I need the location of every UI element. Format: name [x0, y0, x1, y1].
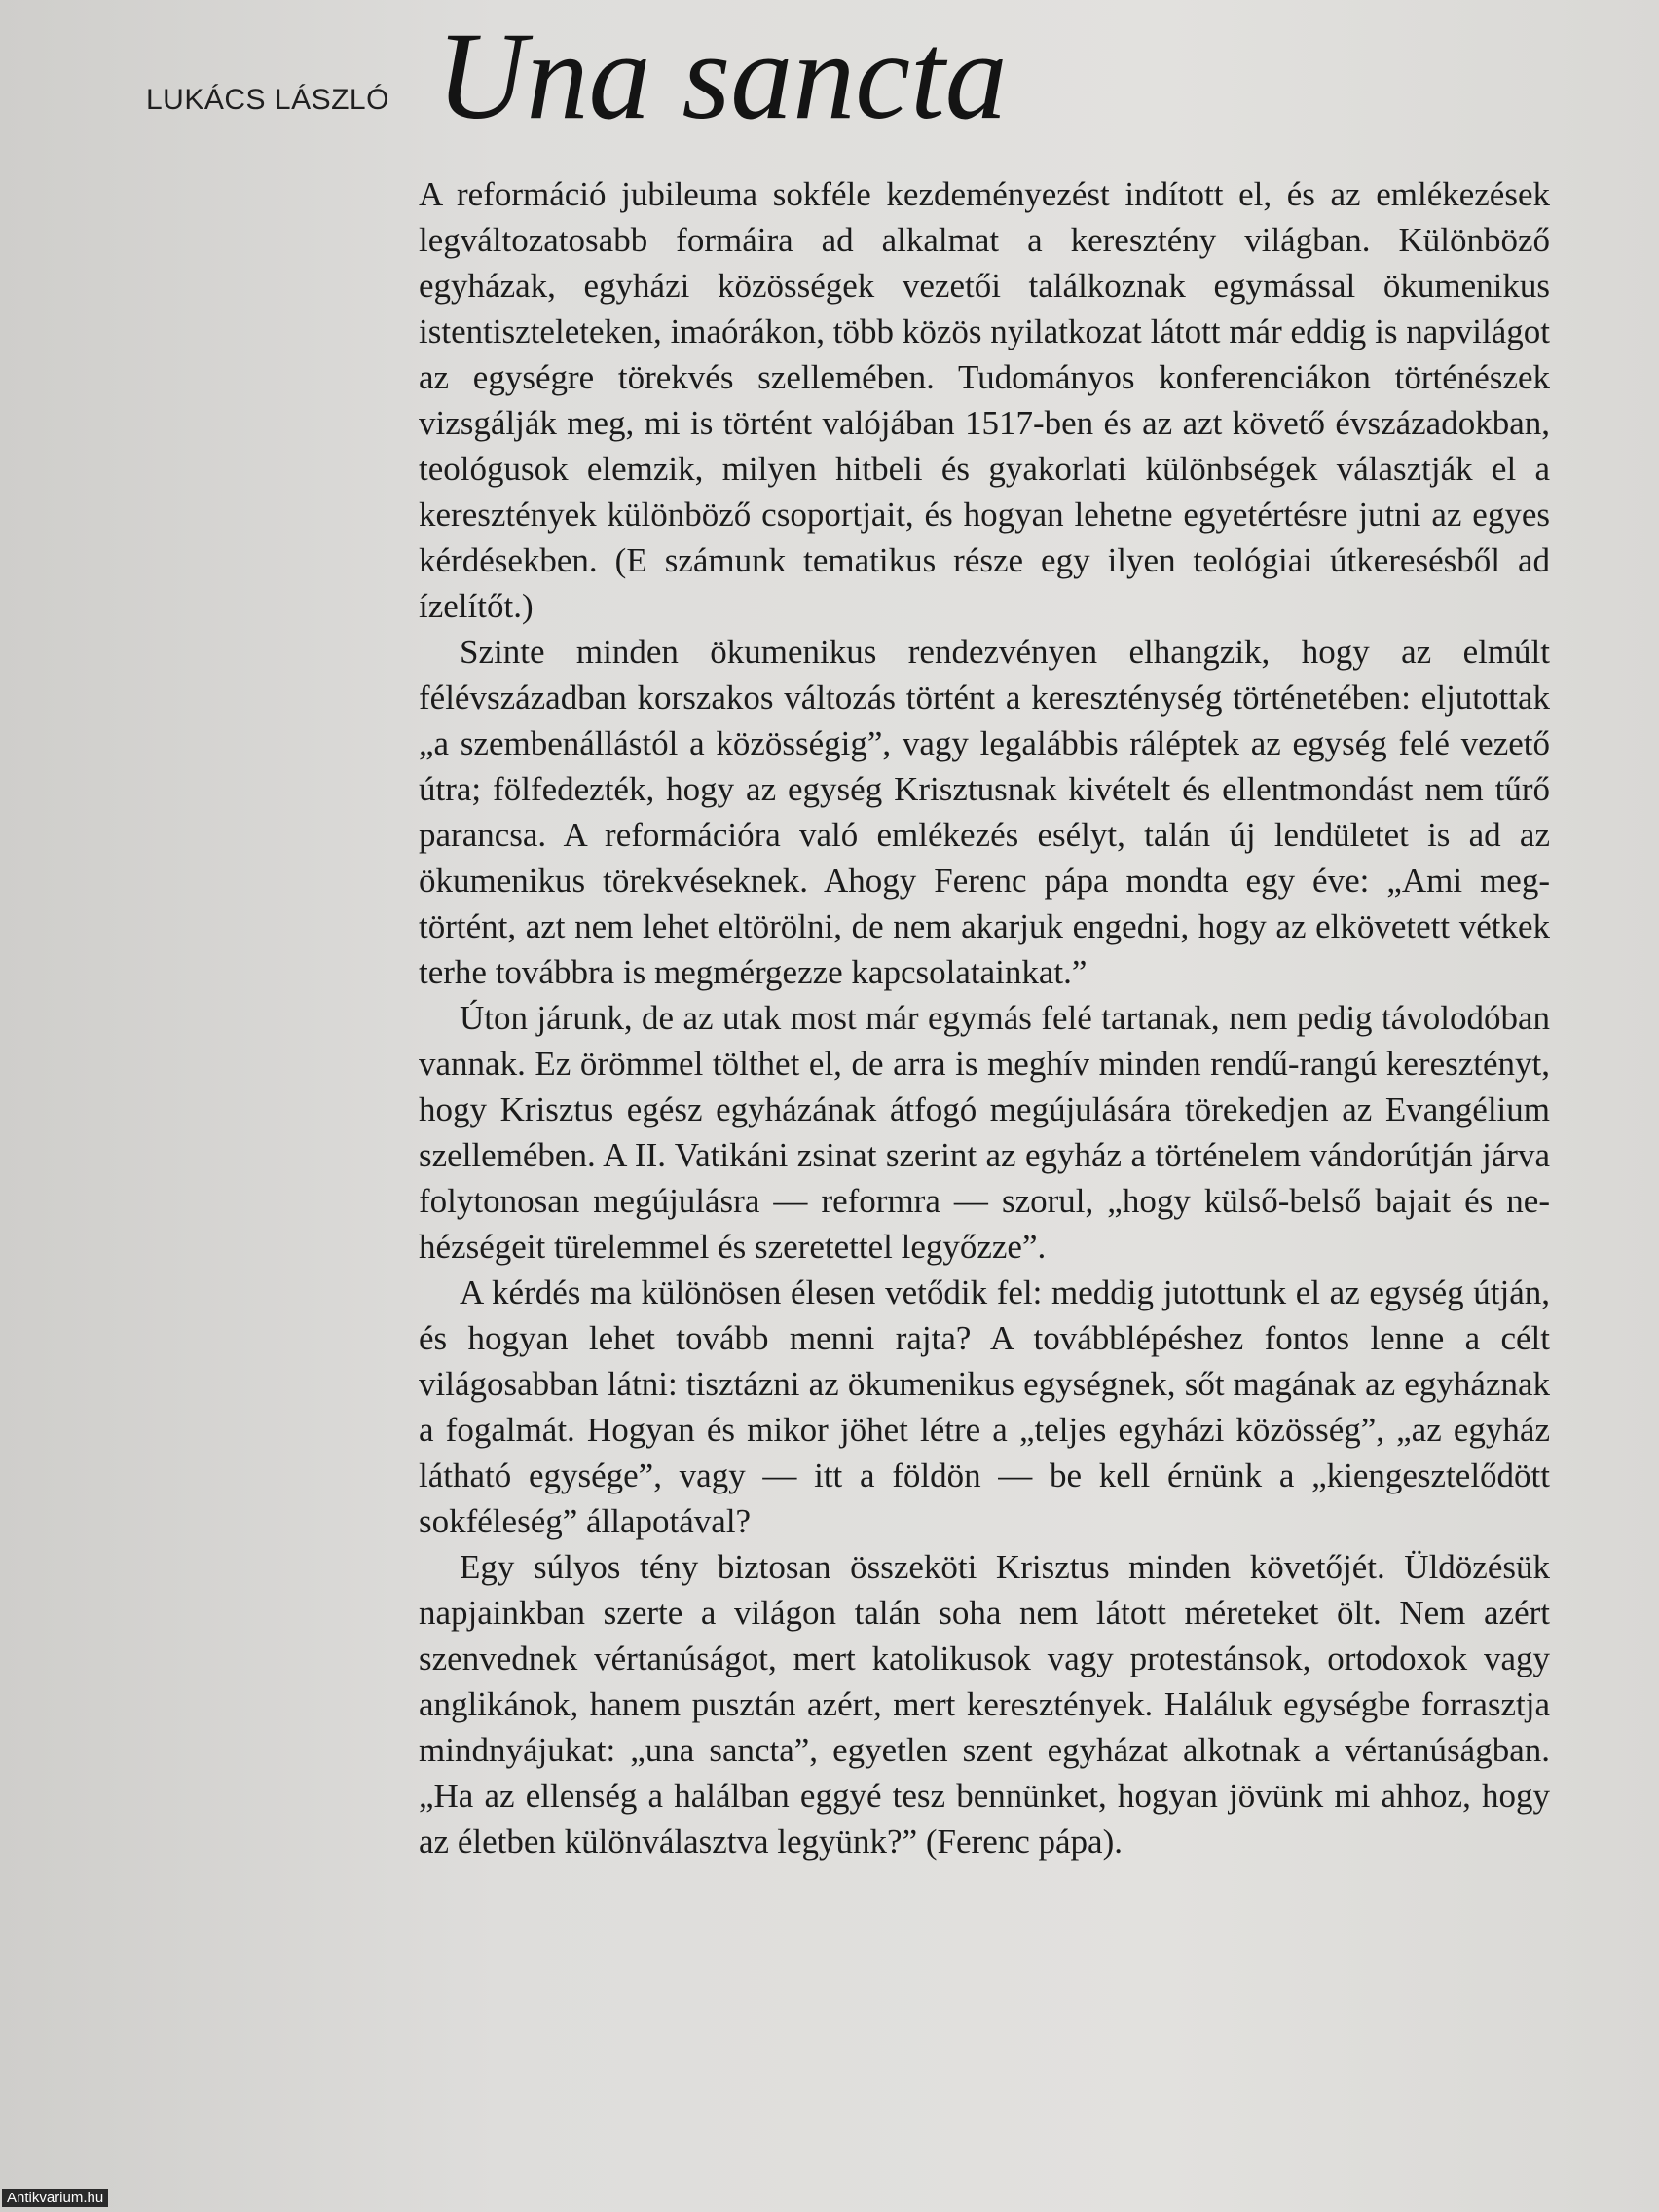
- paragraph: Úton járunk, de az utak most már egymás felé tartanak, nem pedig távolodóban vannak. Ez örömmel tölthet el, de arra is meghív minden rendű-rangú keresztényt, hogy Krisztus egész egyházának átfogó megújulására törekedjen az Evangélium szellemében. A II. Vatikáni zsinat szerint az egyház a történelem vándorútján járva folytonosan megújulásra — reformra — szorul, „hogy külső-belső bajait és nehézségeit türelemmel és szeretettel legyőzze”.: [419, 999, 1550, 1266]
- bleed-through-text: [19, 234, 409, 2083]
- paragraph: Egy súlyos tény biztosan összeköti Krisztus minden követőjét. Üldözésük napjainkban szerte a világon talán soha nem látott méreteket ölt. Nem azért szenvednek vértanúságot, mert katolikusok vagy protestánsok, ortodoxok vagy anglikánok, hanem pusztán azért, mert keresztények. Haláluk egységbe forrasztja mindnyájukat: „una sancta”, egyetlen szent egyházat alkotnak a vértanúságban. „Ha az ellenség a halálban eggyé tesz bennünket, hogyan jövünk mi ahhoz, hogy az életben különválasztva legyünk?” (Ferenc pápa).: [419, 1548, 1550, 1861]
- watermark: Antikvarium.hu: [2, 2189, 108, 2207]
- paragraph: A kérdés ma különösen élesen vetődik fel: meddig jutottunk el az egység útján, és hogyan lehet tovább menni rajta? A továbblépéshez fontos lenne a célt világosabban látni: tisztázni az ökumenikus egységnek, sőt magának az egyháznak a fogalmát. Hogyan és mikor jöhet létre a „teljes egyházi közösség”, „az egyház látható egysége”, vagy — itt a földön — be kell érnünk a „kiengesztelődött sokféleség” állapotával?: [419, 1273, 1550, 1540]
- article-body: [419, 171, 1550, 1864]
- article-title: Una sancta: [436, 7, 1008, 145]
- author-name: LUKÁCS LÁSZLÓ: [146, 84, 389, 116]
- paragraph: Szinte minden ökumenikus rendezvényen elhangzik, hogy az elmúlt félévszázadban korszakos változás történt a kereszténység történetében: eljutottak „a szembenállástól a közösségig”, vagy legalábbis ráléptek az egység felé vezető útra; fölfedezték, hogy az egység Krisztusnak kivételt és ellentmondást nem tűrő parancsa. A reformációra való emlékezés esélyt, talán új lendületet is ad az ökumenikus törekvéseknek. Ahogy Ferenc pápa mondta egy éve: „Ami megtörtént, azt nem lehet eltörölni, de nem akarjuk engedni, hogy az elkövetett vétkek terhe továbbra is megmérgezze kapcsolatainkat.”: [419, 633, 1550, 991]
- paragraph: A reformáció jubileuma sokféle kezdeményezést indított el, és az emlékezések legváltozatosabb formáira ad alkalmat a keresztény világban. Különböző egyházak, egyházi közösségek vezetői találkoznak egymással ökumenikus istentiszteleteken, imaórákon, több közös nyilatkozat látott már eddig is napvilágot az egységre törekvés szellemében. Tudományos konferenciákon történészek vizsgálják meg, mi is történt valójában 1517-ben és az azt követő évszázadokban, teológusok elemzik, milyen hitbeli és gyakorlati különbségek választják el a keresztények különböző csoportjait, és hogyan lehetne egyetértésre jutni az egyes kérdésekben. (E számunk tematikus része egy ilyen teológiai útkeresésből ad ízelítőt.): [419, 175, 1550, 625]
